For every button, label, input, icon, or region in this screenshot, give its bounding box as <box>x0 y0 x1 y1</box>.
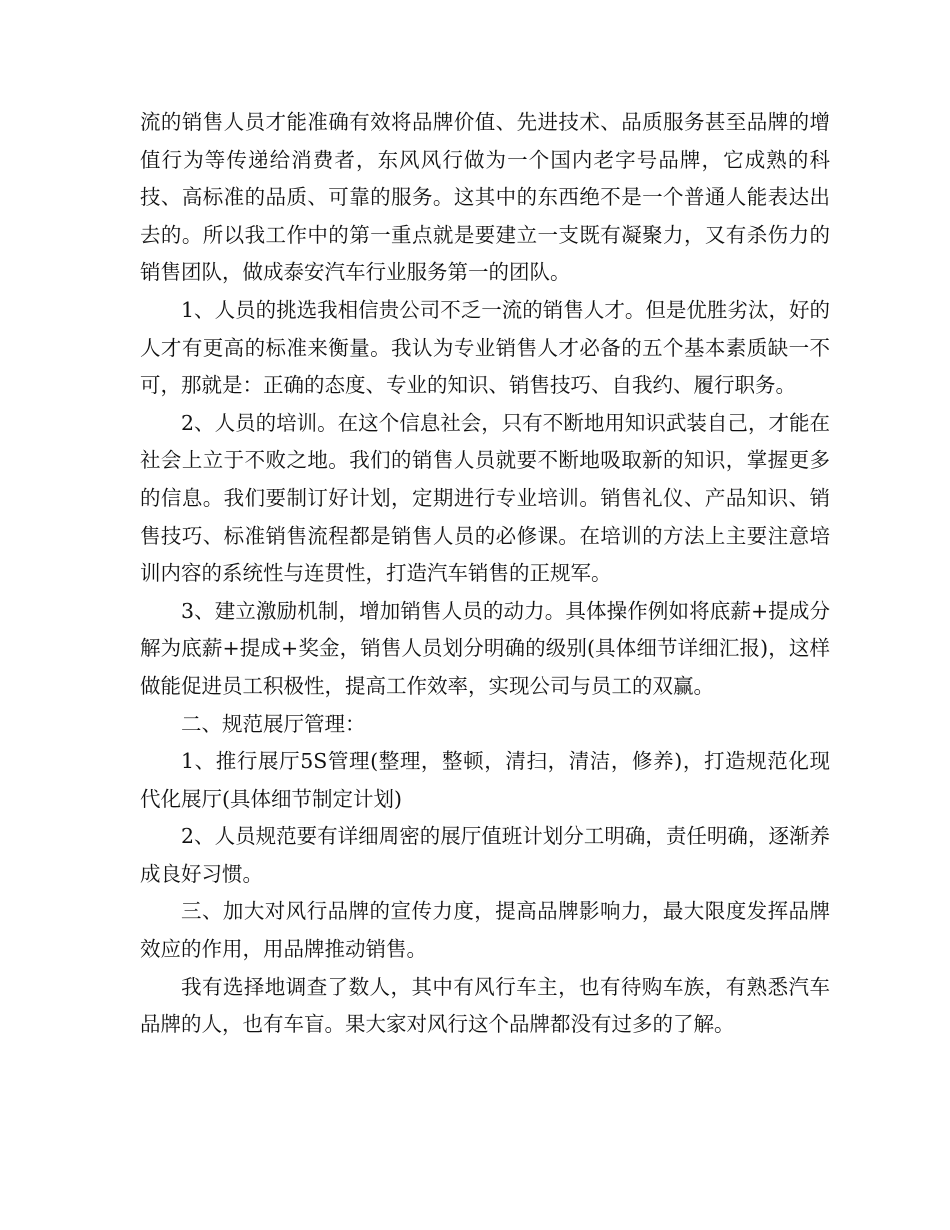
paragraph-5s-management: 1、推行展厅5S管理(整理，整顿，清扫，清洁，修养)，打造规范化现代化展厅(具体细节制定计划) <box>140 749 830 811</box>
paragraph-staff-selection: 1、人员的挑选我相信贵公司不乏一流的销售人才。但是优胜劣汰，好的人才有更高的标准来衡量。我认为专业销售人才必备的五个基本素质缺一不可，那就是：正确的态度、专业的知识、销售技巧、自我约、履行职务。 <box>140 297 830 398</box>
section-heading-brand-promotion: 三、加大对风行品牌的宣传力度，提高品牌影响力，最大限度发挥品牌效应的作用，用品牌推动销售。 <box>140 899 830 962</box>
paragraph-staff-norms: 2、人员规范要有详细周密的展厅值班计划分工明确，责任明确，逐渐养成良好习惯。 <box>140 824 830 886</box>
section-heading-showroom: 二、规范展厅管理： <box>181 711 366 736</box>
document-page <box>140 104 830 1044</box>
paragraph-intro: 流的销售人员才能准确有效将品牌价值、先进技术、品质服务甚至品牌的增值行为等传递给消费者，东风风行做为一个国内老字号品牌，它成熟的科技、高标准的品质、可靠的服务。这其中的东西绝不是一个普通人能表达出去的。所以我工作中的第一重点就是要建立一支既有凝聚力，又有杀伤力的销售团队，做成泰安汽车行业服务第一的团队。 <box>140 110 830 285</box>
paragraph-survey: 我有选择地调查了数人，其中有风行车主，也有待购车族，有熟悉汽车品牌的人，也有车盲。果大家对风行这个品牌都没有过多的了解。 <box>140 974 830 1037</box>
paragraph-incentive-mechanism: 3、建立激励机制，增加销售人员的动力。具体操作例如将底薪+提成分解为底薪+提成+奖金，销售人员划分明确的级别(具体细节详细汇报)，这样做能促进员工积极性，提高工作效率，实现公司与员工的双赢。 <box>140 598 830 698</box>
paragraph-staff-training: 2、人员的培训。在这个信息社会，只有不断地用知识武装自己，才能在社会上立于不败之地。我们的销售人员就要不断地吸取新的知识，掌握更多的信息。我们要制订好计划，定期进行专业培训。销售礼仪、产品知识、销售技巧、标准销售流程都是销售人员的必修课。在培训的方法上主要注意培训内容的系统性与连贯性，打造汽车销售的正规军。 <box>140 410 830 586</box>
